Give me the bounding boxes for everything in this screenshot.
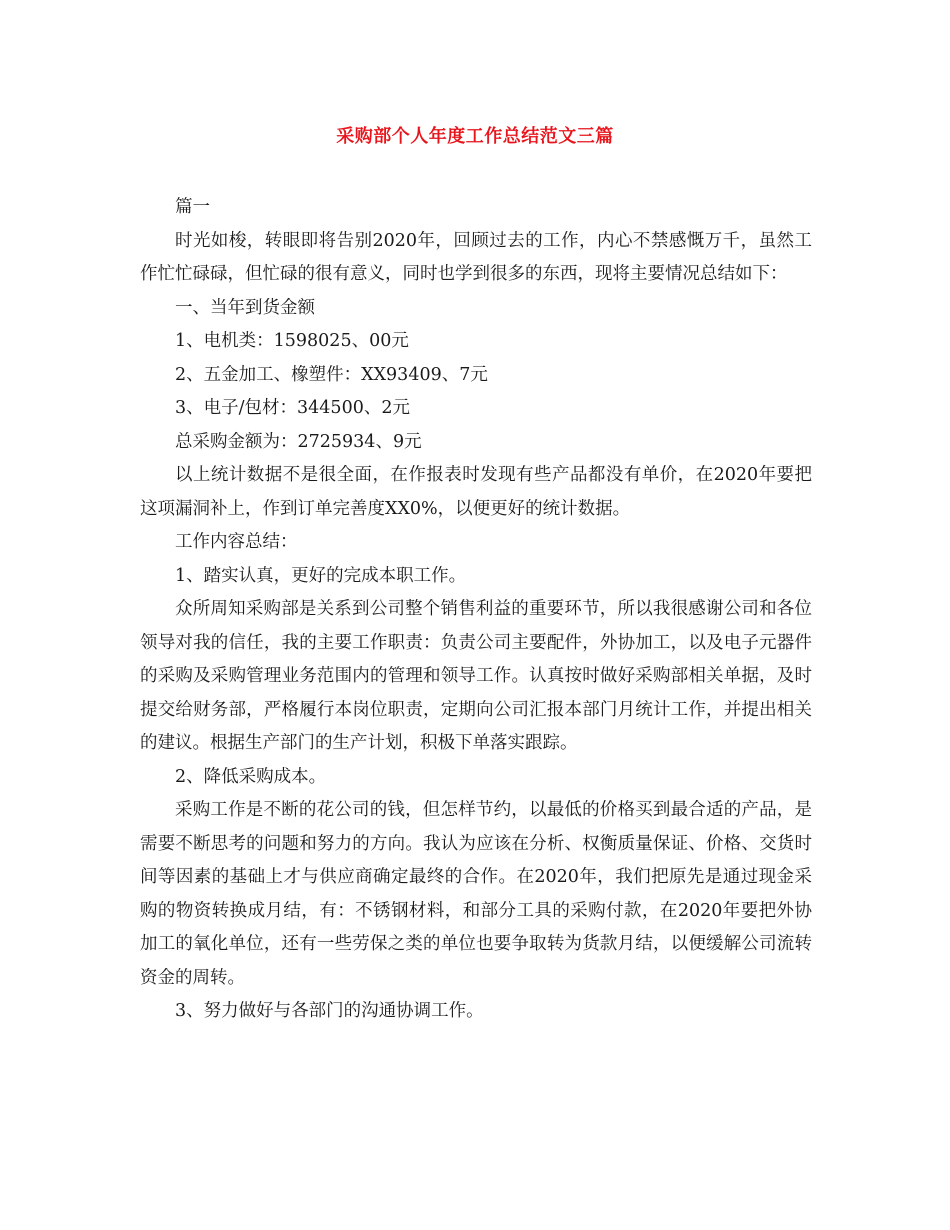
list-item-electronics: 3、电子/包材：344500、2元 <box>175 398 410 418</box>
subheading-diligent-work: 1、踏实认真，更好的完成本职工作。 <box>175 565 467 586</box>
list-item-hardware: 2、五金加工、橡塑件：XX93409、7元 <box>175 364 488 385</box>
total-purchase-amount: 总采购金额为：2725934、9元 <box>175 431 422 452</box>
section-heading-work-summary: 工作内容总结： <box>175 532 298 552</box>
section-heading-part-one: 篇一 <box>175 197 210 217</box>
intro-paragraph: 时光如梭，转眼即将告别2020年，回顾过去的工作，内心不禁感慨万千，虽然工作忙忙碌碌，但忙碌的很有意义，同时也学到很多的东西，现将主要情况总结如下： <box>140 230 812 284</box>
section-heading-arrival-amount: 一、当年到货金额 <box>175 297 315 318</box>
document-title: 采购部个人年度工作总结范文三篇 <box>336 126 614 147</box>
cost-paragraph: 采购工作是不断的花公司的钱，但怎样节约，以最低的价格买到最合适的产品，是需要不断思考的问题和努力的方向。我认为应该在分析、权衡质量保证、价格、交货时间等因素的基础上才与供应商确定最终的合作。在2020年，我们把原先是通过现金采购的物资转换成月结，有：不锈钢材料，和部分工具的采购付款，在2020年要把外协加工的氧化单位，还有一些劳保之类的单位也要争取转为货款月结，以便缓解公司流转资金的周转。 <box>140 800 812 988</box>
subheading-communication: 3、努力做好与各部门的沟通协调工作。 <box>175 1001 484 1021</box>
statistics-note-paragraph: 以上统计数据不是很全面，在作报表时发现有些产品都没有单价，在2020年要把这项漏洞补上，作到订单完善度XX0%，以便更好的统计数据。 <box>140 465 812 519</box>
duties-paragraph: 众所周知采购部是关系到公司整个销售利益的重要环节，所以我很感谢公司和各位领导对我的信任，我的主要工作职责：负责公司主要配件，外协加工，以及电子元器件的采购及采购管理业务范围内的管理和领导工作。认真按时做好采购部相关单据，及时提交给财务部，严格履行本岗位职责，定期向公司汇报本部门月统计工作，并提出相关的建议。根据生产部门的生产计划，积极下单落实跟踪。 <box>140 599 812 753</box>
document-body <box>140 191 812 1029</box>
subheading-reduce-costs: 2、降低采购成本。 <box>175 766 327 787</box>
list-item-motors: 1、电机类：1598025、00元 <box>175 331 409 351</box>
